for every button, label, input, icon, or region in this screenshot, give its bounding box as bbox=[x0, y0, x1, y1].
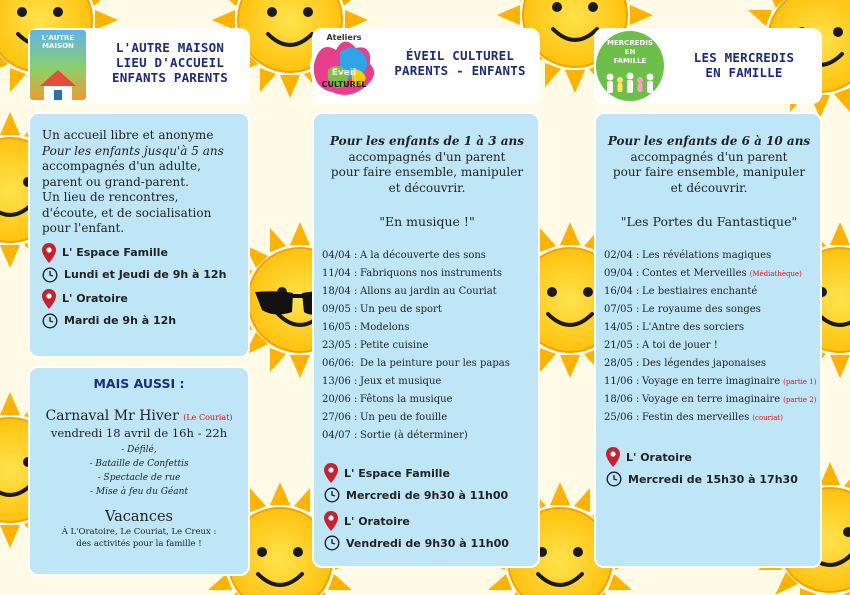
col1-mais-aussi-panel bbox=[28, 366, 250, 576]
location-row bbox=[324, 463, 532, 483]
event-item bbox=[322, 409, 532, 427]
event-note: (Médiathèque) bbox=[749, 270, 802, 278]
event-label: Contes et Merveilles bbox=[642, 268, 747, 279]
event-date: 04/07 : bbox=[322, 430, 358, 441]
event-date: 16/04 : bbox=[604, 286, 640, 297]
event-date: 09/05 : bbox=[322, 304, 358, 315]
intro-line: pour l'enfant. bbox=[42, 221, 125, 235]
event-date: 21/05 : bbox=[604, 340, 640, 351]
time-row bbox=[42, 311, 238, 331]
theme-title: "En musique !" bbox=[379, 214, 475, 229]
event-item bbox=[322, 265, 532, 283]
event-label: A toi de jouer ! bbox=[642, 340, 718, 351]
intro-line: accompagnés d'un adulte, bbox=[42, 159, 201, 173]
eveil-logo-bottom: CULTUREL bbox=[321, 80, 367, 89]
eveil-logo-top: Ateliers bbox=[326, 33, 362, 42]
event-date: 20/06 : bbox=[322, 394, 358, 405]
event-label: Jeux et musique bbox=[360, 376, 442, 387]
event-date: 23/05 : bbox=[322, 340, 358, 351]
theme-title: "Les Portes du Fantastique" bbox=[620, 214, 798, 229]
event-item bbox=[604, 391, 817, 409]
autre-maison-logo bbox=[30, 30, 86, 100]
col1-info-panel bbox=[28, 112, 250, 358]
intro-line: Un accueil libre et anonyme bbox=[42, 128, 214, 142]
intro-line: Un lieu de rencontres, bbox=[42, 190, 179, 204]
location-row bbox=[324, 511, 532, 531]
event-item bbox=[604, 355, 814, 373]
activity-item: - Bataille de Confettis bbox=[89, 459, 189, 469]
event-date: 18/04 : bbox=[322, 286, 358, 297]
carnaval-activities bbox=[36, 443, 242, 499]
location-label: L' Oratoire bbox=[344, 514, 410, 528]
clock-icon bbox=[324, 487, 340, 503]
col1-intro bbox=[42, 128, 238, 237]
event-date: 13/06 : bbox=[322, 376, 358, 387]
vacances-text bbox=[36, 526, 242, 550]
clock-icon bbox=[324, 535, 340, 551]
event-label: Les révélations magiques bbox=[642, 250, 772, 261]
event-label: L'Antre des sorciers bbox=[642, 322, 745, 333]
eveil-culturel-logo bbox=[306, 30, 382, 102]
house-icon bbox=[30, 60, 86, 100]
logo-line: MERCREDIS bbox=[607, 39, 653, 47]
event-note: (partie 2) bbox=[783, 396, 817, 404]
event-date: 04/04 : bbox=[322, 250, 358, 261]
event-label: A la découverte des sons bbox=[360, 250, 486, 261]
event-date: 11/04 : bbox=[322, 268, 358, 279]
carnaval-place: (Le Couriat) bbox=[183, 413, 233, 422]
carnaval-date: vendredi 18 avril de 16h - 22h bbox=[50, 426, 228, 440]
event-date: 06/06: bbox=[322, 358, 355, 369]
location-row bbox=[42, 289, 238, 309]
time-label: Mercredi de 9h30 à 11h00 bbox=[346, 488, 509, 502]
event-item bbox=[604, 265, 814, 283]
event-label: Voyage en terre imaginaire bbox=[642, 376, 781, 387]
event-date: 02/04 : bbox=[604, 250, 640, 261]
col1-schedule bbox=[42, 243, 238, 331]
time-row bbox=[324, 485, 532, 505]
clock-icon bbox=[606, 471, 622, 487]
intro-line: Pour les enfants jusqu'à 5 ans bbox=[42, 143, 224, 158]
event-item bbox=[604, 247, 814, 265]
event-label: Allons au jardin au Couriat bbox=[360, 286, 497, 297]
logo-line: EN bbox=[624, 48, 636, 56]
col1-title: L'AUTRE MAISON LIEU D'ACCUEIL ENFANTS PARENTS bbox=[112, 40, 228, 85]
map-pin-icon bbox=[606, 447, 620, 467]
mercredis-logo bbox=[596, 31, 664, 101]
clock-icon bbox=[42, 313, 58, 329]
event-note: (partie 1) bbox=[783, 378, 817, 386]
col2-schedule bbox=[322, 463, 532, 553]
location-label: L' Oratoire bbox=[62, 292, 128, 305]
event-label: Voyage en terre imaginaire bbox=[642, 394, 781, 405]
vacances-line: À L'Oratoire, Le Couriat, Le Creux : bbox=[61, 527, 217, 537]
location-row bbox=[606, 447, 814, 467]
event-date: 18/06 : bbox=[604, 394, 640, 405]
event-item bbox=[604, 373, 817, 391]
event-label: Un peu de fouille bbox=[360, 412, 448, 423]
time-row bbox=[42, 265, 238, 285]
event-item bbox=[604, 337, 814, 355]
event-item bbox=[322, 319, 532, 337]
event-date: 28/05 : bbox=[604, 358, 640, 369]
col2-event-list bbox=[322, 247, 532, 445]
event-label: Fabriquons nos instruments bbox=[360, 268, 502, 279]
event-item bbox=[604, 301, 814, 319]
time-label: Vendredi de 9h30 à 11h00 bbox=[346, 536, 509, 550]
col2-title: ÉVEIL CULTUREL PARENTS - ENFANTS bbox=[394, 48, 526, 78]
col2-intro bbox=[322, 134, 532, 196]
col3-event-list bbox=[604, 247, 817, 427]
time-label: Mercredi de 15h30 à 17h30 bbox=[628, 472, 798, 486]
event-item bbox=[604, 283, 814, 301]
event-date: 14/05 : bbox=[604, 322, 640, 333]
vacances-title: Vacances bbox=[104, 509, 174, 525]
col3-title: LES MERCREDIS EN FAMILLE bbox=[693, 50, 795, 80]
event-label: De la peinture pour les papas bbox=[360, 358, 510, 369]
col2-info-panel bbox=[312, 112, 540, 568]
vacances-line: des activités pour la famille ! bbox=[76, 539, 202, 549]
age-range: Pour les enfants de 6 à 10 ans bbox=[607, 134, 811, 148]
clock-icon bbox=[42, 267, 58, 283]
activity-item: - Spectacle de rue bbox=[97, 473, 181, 483]
intro-line: d'écoute, et de socialisation bbox=[42, 205, 212, 220]
col3-schedule bbox=[604, 447, 814, 489]
eveil-logo-mid: Eveil bbox=[331, 68, 357, 78]
event-item bbox=[322, 301, 532, 319]
logo-line: FAMILLE bbox=[613, 57, 647, 65]
time-row bbox=[324, 533, 532, 553]
event-date: 09/04 : bbox=[604, 268, 640, 279]
activity-item: - Mise à feu du Géant bbox=[89, 487, 189, 497]
map-pin-icon bbox=[42, 243, 56, 263]
event-label: Sortie (à déterminer) bbox=[360, 430, 468, 441]
event-date: 16/05 : bbox=[322, 322, 358, 333]
event-note: (couriat) bbox=[752, 414, 783, 422]
event-item bbox=[604, 319, 814, 337]
event-item bbox=[322, 427, 532, 445]
event-item bbox=[322, 337, 532, 355]
event-item bbox=[322, 373, 532, 391]
intro-line: pour faire ensemble, manipuler bbox=[612, 165, 806, 179]
event-label: Des légendes japonaises bbox=[642, 358, 767, 369]
location-label: L' Espace Famille bbox=[344, 466, 450, 480]
location-row bbox=[42, 243, 238, 263]
col3-info-panel bbox=[594, 112, 822, 568]
intro-line: et découvrir. bbox=[670, 180, 748, 195]
event-item bbox=[322, 247, 532, 265]
event-item bbox=[604, 409, 814, 427]
col3-intro bbox=[604, 134, 814, 196]
intro-line: et découvrir. bbox=[388, 180, 466, 195]
event-date: 11/06 : bbox=[604, 376, 640, 387]
mais-aussi-heading: MAIS AUSSI : bbox=[93, 376, 185, 391]
event-date: 25/06 : bbox=[604, 412, 640, 423]
event-label: Modelons bbox=[360, 322, 410, 333]
map-pin-icon bbox=[324, 511, 338, 531]
activity-item: - Défilé, bbox=[121, 445, 157, 455]
age-range: Pour les enfants de 1 à 3 ans bbox=[329, 134, 525, 148]
event-label: Le royaume des songes bbox=[642, 304, 761, 315]
intro-line: accompagnés d'un parent bbox=[630, 149, 788, 164]
carnaval-name: Carnaval Mr Hiver bbox=[45, 408, 179, 424]
intro-line: parent ou grand-parent. bbox=[42, 174, 189, 189]
event-label: Petite cuisine bbox=[360, 340, 429, 351]
time-label: Mardi de 9h à 12h bbox=[64, 314, 177, 327]
location-label: L' Oratoire bbox=[626, 450, 692, 464]
time-row bbox=[606, 469, 814, 489]
intro-line: pour faire ensemble, manipuler bbox=[330, 165, 524, 179]
logo-label: L'AUTRE MAISON bbox=[41, 34, 75, 50]
event-label: Fêtons la musique bbox=[360, 394, 453, 405]
event-label: Un peu de sport bbox=[360, 304, 442, 315]
carnaval-title bbox=[36, 408, 242, 426]
event-label: Festin des merveilles bbox=[642, 412, 750, 423]
event-label: Le bestiaires enchanté bbox=[642, 286, 758, 297]
event-date: 07/05 : bbox=[604, 304, 640, 315]
event-item bbox=[322, 355, 532, 373]
map-pin-icon bbox=[324, 463, 338, 483]
event-item bbox=[322, 283, 532, 301]
location-label: L' Espace Famille bbox=[62, 246, 168, 259]
map-pin-icon bbox=[42, 289, 56, 309]
event-date: 27/06 : bbox=[322, 412, 358, 423]
time-label: Lundi et Jeudi de 9h à 12h bbox=[64, 268, 227, 281]
intro-line: accompagnés d'un parent bbox=[348, 149, 506, 164]
family-icon bbox=[596, 69, 664, 99]
event-item bbox=[322, 391, 532, 409]
